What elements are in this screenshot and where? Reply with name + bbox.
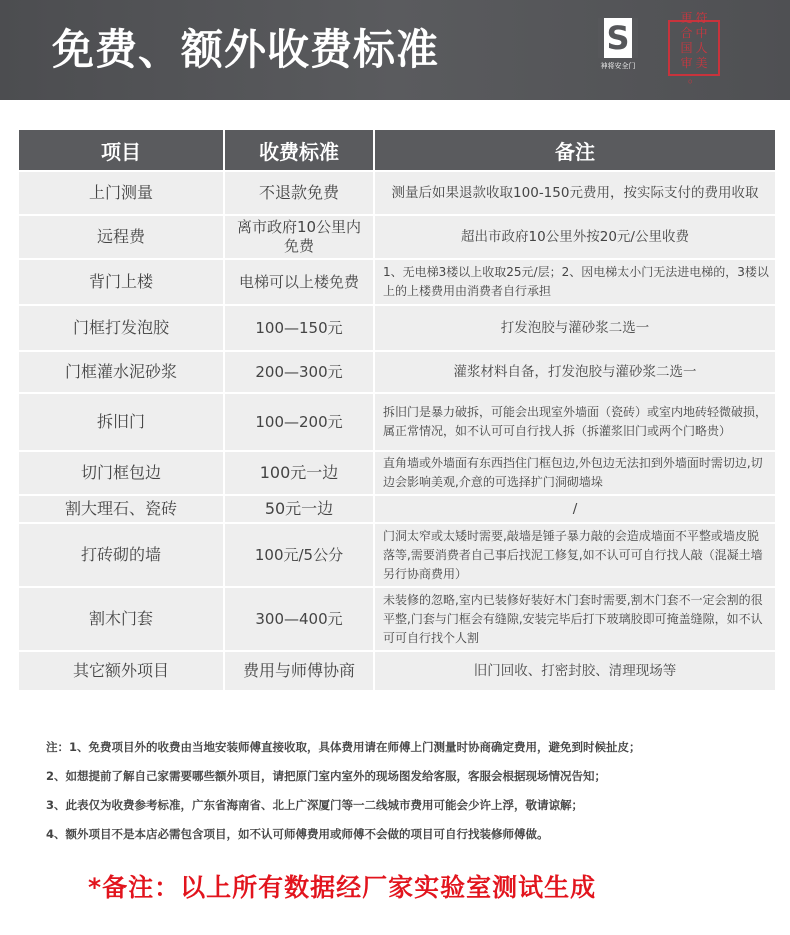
table-row xyxy=(19,652,775,690)
column-header-fee: 收费标准 xyxy=(225,130,373,170)
cell-note: 打发泡胶与灌砂浆二选一 xyxy=(375,306,775,350)
footnote-4: 4、额外项目不是本店必需包含项目，如不认可师傅费用或师傅不会做的项目可自行找装修师傅做。 xyxy=(46,827,549,841)
table-row xyxy=(19,352,775,392)
cell-note: 直角墙或外墙面有东西挡住门框包边,外包边无法扣到外墙面时需切边,切边会影响美观,介意的可选择扩门洞砌墙垛 xyxy=(375,452,775,494)
cell-note: 测量后如果退款收取100-150元费用，按实际支付的费用收取 xyxy=(375,172,775,214)
cell-note: / xyxy=(375,496,775,522)
table-row xyxy=(19,394,775,450)
table-header-row xyxy=(19,130,775,170)
cell-note: 拆旧门是暴力破拆，可能会出现室外墙面（瓷砖）或室内地砖轻微破损，属正常情况，如不认可可自行找人拆（拆灌浆旧门或两个门略贵） xyxy=(375,394,775,450)
cell-item: 割大理石、瓷砖 xyxy=(19,496,223,522)
table-row xyxy=(19,588,775,650)
cell-note: 1、无电梯3楼以上收取25元/层；2、因电梯太小门无法进电梯的，3楼以上的上楼费用由消费者自行承担 xyxy=(375,260,775,304)
cell-note: 未装修的忽略,室内已装修好装好木门套时需要,割木门套不一定会割的很平整,门套与门框会有缝隙,安装完毕后打下玻璃胶即可掩盖缝隙，如不认可可自行找个人割 xyxy=(375,588,775,650)
cell-item: 拆旧门 xyxy=(19,394,223,450)
cell-fee: 不退款免费 xyxy=(225,172,373,214)
cell-item: 其它额外项目 xyxy=(19,652,223,690)
cell-fee: 离市政府10公里内免费 xyxy=(225,216,373,258)
cell-fee: 100—200元 xyxy=(225,394,373,450)
column-header-note: 备注 xyxy=(375,130,775,170)
table-row xyxy=(19,496,775,522)
cell-item: 打砖砌的墙 xyxy=(19,524,223,586)
cell-item: 远程费 xyxy=(19,216,223,258)
table-row xyxy=(19,216,775,258)
footnote-1: 注：1、免费项目外的收费由当地安装师傅直接收取，具体费用请在师傅上门测量时协商确定费用，避免到时候扯皮； xyxy=(46,740,641,754)
cell-item: 门框打发泡胶 xyxy=(19,306,223,350)
page-header xyxy=(0,0,790,100)
table-row xyxy=(19,452,775,494)
cell-fee: 费用与师傅协商 xyxy=(225,652,373,690)
fee-table xyxy=(17,128,777,692)
seal-char: 。 xyxy=(687,70,700,85)
seal-char: 合 xyxy=(680,25,693,40)
cell-fee: 50元一边 xyxy=(225,496,373,522)
cell-item: 门框灌水泥砂浆 xyxy=(19,352,223,392)
page-title: 免费、额外收费标准 xyxy=(52,25,440,74)
cell-fee: 200—300元 xyxy=(225,352,373,392)
brand-logo xyxy=(593,18,643,80)
cell-fee: 100元/5公分 xyxy=(225,524,373,586)
seal-char: 更 xyxy=(680,10,693,25)
cell-fee: 300—400元 xyxy=(225,588,373,650)
seal-char: 国 xyxy=(680,40,693,55)
cell-note: 超出市政府10公里外按20元/公里收费 xyxy=(375,216,775,258)
brand-logo-glyph: S xyxy=(606,19,630,57)
seal-char: 符 xyxy=(695,10,708,25)
brand-logo-caption: 神将安全门 xyxy=(600,62,636,70)
table-row xyxy=(19,306,775,350)
cell-item: 上门测量 xyxy=(19,172,223,214)
cell-fee: 100元一边 xyxy=(225,452,373,494)
cell-note: 灌浆材料自备，打发泡胶与灌砂浆二选一 xyxy=(375,352,775,392)
table-row xyxy=(19,260,775,304)
cell-note: 门洞太窄或太矮时需要,敲墙是锤子暴力敲的会造成墙面不平整或墙皮脱落等,需要消费者自己事后找泥工修复,如不认可可自行找人敲（混凝土墙另行协商费用） xyxy=(375,524,775,586)
cell-item: 割木门套 xyxy=(19,588,223,650)
seal-char: 中 xyxy=(695,25,708,40)
footnote-2: 2、如想提前了解自己家需要哪些额外项目，请把原门室内室外的现场图发给客服，客服会根据现场情况告知； xyxy=(46,769,606,783)
footnotes xyxy=(46,740,766,856)
brand-logo-icon xyxy=(598,18,638,58)
footnote-3: 3、此表仅为收费参考标准，广东省海南省、北上广深厦门等一二线城市费用可能会少许上浮，敬请谅解； xyxy=(46,798,583,812)
table-row xyxy=(19,172,775,214)
cell-item: 切门框包边 xyxy=(19,452,223,494)
remark-text: *备注：以上所有数据经厂家实验室测试生成 xyxy=(88,873,597,902)
cell-item: 背门上楼 xyxy=(19,260,223,304)
seal-stamp xyxy=(668,10,720,85)
column-header-item: 项目 xyxy=(19,130,223,170)
cell-note: 旧门回收、打密封胶、清理现场等 xyxy=(375,652,775,690)
seal-char: 审 xyxy=(680,55,693,70)
cell-fee: 电梯可以上楼免费 xyxy=(225,260,373,304)
seal-char: 美 xyxy=(695,55,708,70)
seal-char: 人 xyxy=(695,40,708,55)
cell-fee: 100—150元 xyxy=(225,306,373,350)
table-row xyxy=(19,524,775,586)
